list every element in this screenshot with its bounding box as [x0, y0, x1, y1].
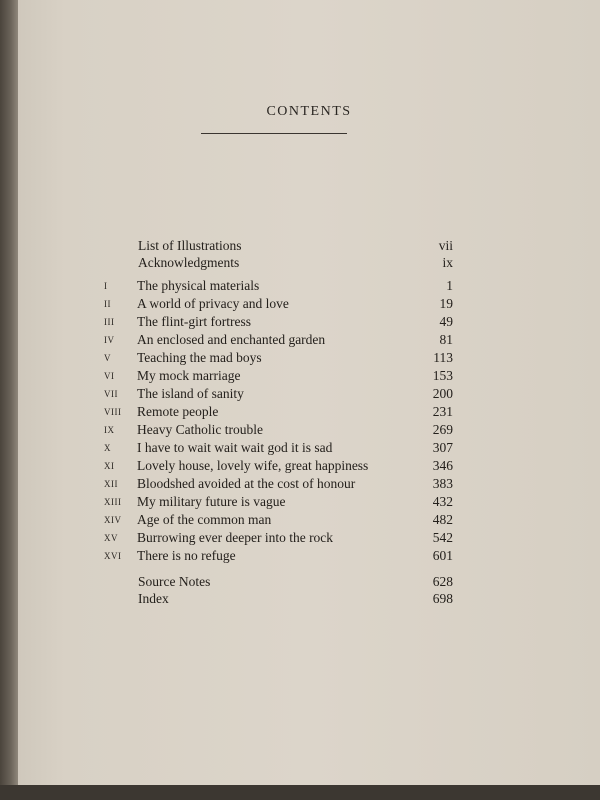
book-page — [18, 0, 600, 785]
toc-page: 81 — [439, 332, 453, 347]
toc-entry-chapter — [18, 548, 600, 566]
toc-label: The island of sanity — [137, 386, 244, 401]
toc-page: 482 — [432, 512, 453, 527]
contents-title: CONTENTS — [266, 104, 352, 119]
toc-page: 231 — [432, 404, 453, 419]
toc-label: Bloodshed avoided at the cost of honour — [137, 476, 356, 491]
toc-entry-chapter — [18, 314, 600, 332]
toc-page: 628 — [432, 574, 453, 589]
toc-entry-chapter — [18, 368, 600, 386]
toc-page: 19 — [439, 296, 453, 311]
toc-label: Remote people — [137, 404, 219, 419]
toc-page: 307 — [432, 440, 453, 455]
chapter-number: XV — [104, 533, 118, 543]
chapter-number: IV — [104, 335, 115, 345]
toc-entry-front — [18, 255, 600, 273]
toc-page: 153 — [432, 368, 453, 383]
toc-entry-chapter — [18, 332, 600, 350]
title-rule — [201, 133, 347, 134]
chapter-number: VI — [104, 371, 115, 381]
chapter-number: XIV — [104, 515, 122, 525]
toc-entry-chapter — [18, 422, 600, 440]
toc-label: My mock marriage — [137, 368, 241, 383]
toc-entry-chapter — [18, 296, 600, 314]
toc-page: vii — [438, 238, 453, 253]
toc-label: Teaching the mad boys — [137, 350, 262, 365]
toc-entry-chapter — [18, 278, 600, 296]
toc-entry-chapter — [18, 530, 600, 548]
toc-entry-back — [18, 574, 600, 592]
toc-label: Burrowing ever deeper into the rock — [137, 530, 334, 545]
toc-entry-chapter — [18, 440, 600, 458]
page-bottom-edge — [0, 785, 600, 800]
toc-page: ix — [442, 255, 453, 270]
chapter-number: III — [104, 317, 115, 327]
toc-label: The physical materials — [137, 278, 260, 293]
chapter-number: IX — [104, 425, 115, 435]
toc-label: Lovely house, lovely wife, great happiness — [137, 458, 369, 473]
toc-page: 432 — [432, 494, 453, 509]
toc-page: 49 — [439, 314, 453, 329]
toc-label: Source Notes — [138, 574, 211, 589]
chapter-number: I — [104, 281, 108, 291]
toc-page: 346 — [432, 458, 453, 473]
toc-label: List of Illustrations — [138, 238, 242, 253]
toc-label: My military future is vague — [137, 494, 286, 509]
toc-entry-chapter — [18, 458, 600, 476]
toc-page: 269 — [432, 422, 453, 437]
toc-label: I have to wait wait wait god it is sad — [137, 440, 333, 455]
chapter-number: XIII — [104, 497, 122, 507]
toc-entry-chapter — [18, 476, 600, 494]
toc-label: Acknowledgments — [138, 255, 240, 270]
toc-entry-front — [18, 238, 600, 256]
book-spine-shadow — [0, 0, 18, 800]
toc-page: 698 — [432, 591, 453, 606]
toc-page: 601 — [432, 548, 453, 563]
toc-entry-chapter — [18, 494, 600, 512]
chapter-number: II — [104, 299, 111, 309]
chapter-number: V — [104, 353, 111, 363]
toc-label: Index — [138, 591, 169, 606]
toc-label: There is no refuge — [137, 548, 236, 563]
toc-entry-back — [18, 591, 600, 609]
toc-label: Age of the common man — [137, 512, 272, 527]
toc-page: 113 — [433, 350, 453, 365]
chapter-number: XVI — [104, 551, 122, 561]
toc-entry-chapter — [18, 386, 600, 404]
toc-page: 542 — [432, 530, 453, 545]
chapter-number: X — [104, 443, 111, 453]
toc-label: Heavy Catholic trouble — [137, 422, 263, 437]
toc-label: A world of privacy and love — [137, 296, 289, 311]
chapter-number: XI — [104, 461, 115, 471]
chapter-number: VII — [104, 389, 118, 399]
toc-label: An enclosed and enchanted garden — [137, 332, 326, 347]
chapter-number: VIII — [104, 407, 122, 417]
toc-page: 200 — [432, 386, 453, 401]
toc-entry-chapter — [18, 350, 600, 368]
toc-page: 383 — [432, 476, 453, 491]
toc-label: The flint-girt fortress — [137, 314, 251, 329]
toc-entry-chapter — [18, 404, 600, 422]
chapter-number: XII — [104, 479, 118, 489]
toc-entry-chapter — [18, 512, 600, 530]
toc-page: 1 — [446, 278, 453, 293]
